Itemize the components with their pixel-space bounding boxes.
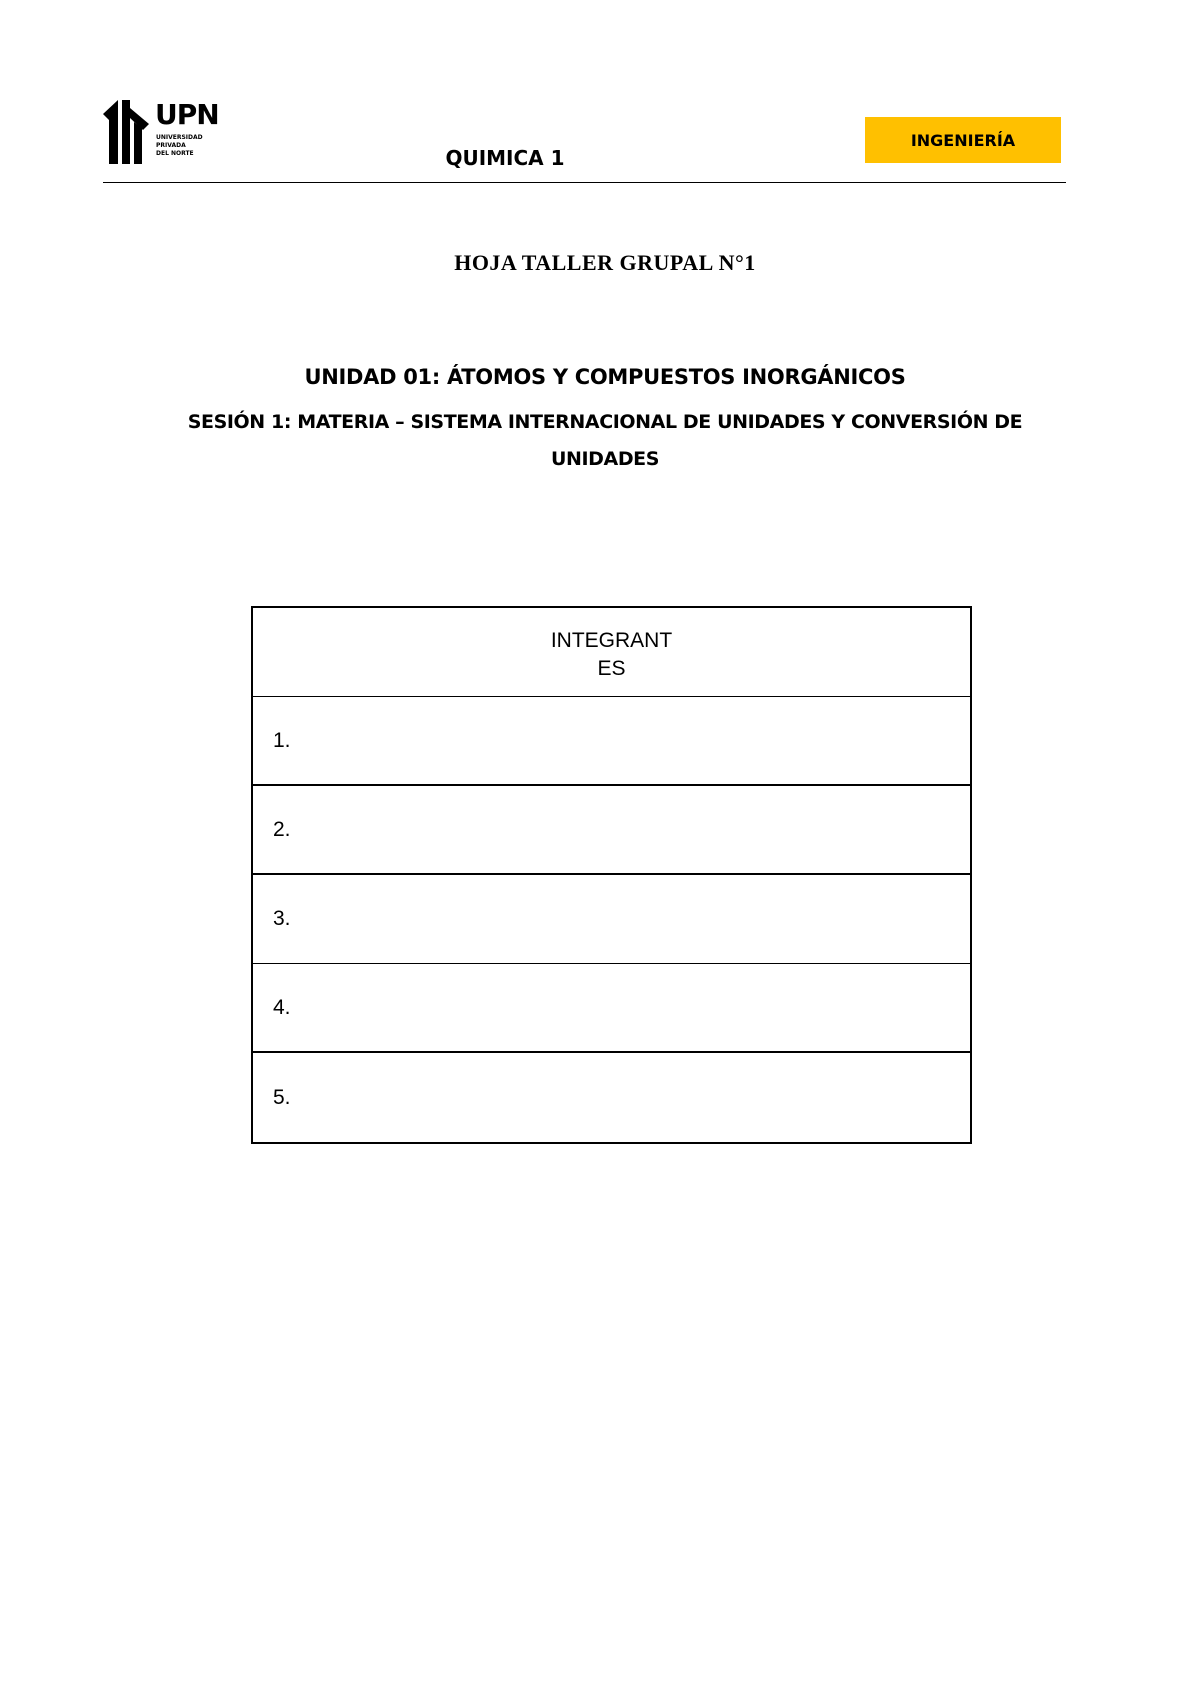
logo-wordmark: UPN bbox=[155, 98, 219, 131]
members-table-header bbox=[253, 608, 970, 697]
logo-subtitle: UNIVERSIDAD PRIVADA DEL NORTE bbox=[156, 134, 203, 157]
upn-arrow-icon bbox=[103, 100, 153, 164]
members-table bbox=[251, 606, 972, 1144]
member-number: 4. bbox=[273, 995, 291, 1019]
member-row-3[interactable] bbox=[253, 875, 970, 964]
header-divider bbox=[103, 182, 1066, 183]
unit-title: UNIDAD 01: ÁTOMOS Y COMPUESTOS INORGÁNICOS bbox=[304, 365, 906, 389]
member-number: 1. bbox=[273, 728, 291, 752]
member-row-2[interactable] bbox=[253, 786, 970, 875]
session-title: SESIÓN 1: MATERIA – SISTEMA INTERNACIONAL DE UNIDADES Y CONVERSIÓN DE UNIDADES bbox=[187, 411, 1023, 470]
faculty-label: INGENIERÍA bbox=[910, 130, 1016, 150]
member-number: 2. bbox=[273, 817, 291, 841]
upn-logo bbox=[103, 100, 223, 164]
member-row-5[interactable] bbox=[253, 1053, 970, 1142]
sheet-title: HOJA TALLER GRUPAL N°1 bbox=[454, 250, 756, 275]
course-title: QUIMICA 1 bbox=[445, 146, 565, 170]
member-number: 5. bbox=[273, 1085, 291, 1109]
member-number: 3. bbox=[273, 907, 291, 930]
member-row-1[interactable] bbox=[253, 697, 970, 786]
member-row-4[interactable] bbox=[253, 964, 970, 1053]
members-header-label: INTEGRANT ES bbox=[550, 629, 673, 680]
faculty-badge bbox=[865, 117, 1061, 163]
